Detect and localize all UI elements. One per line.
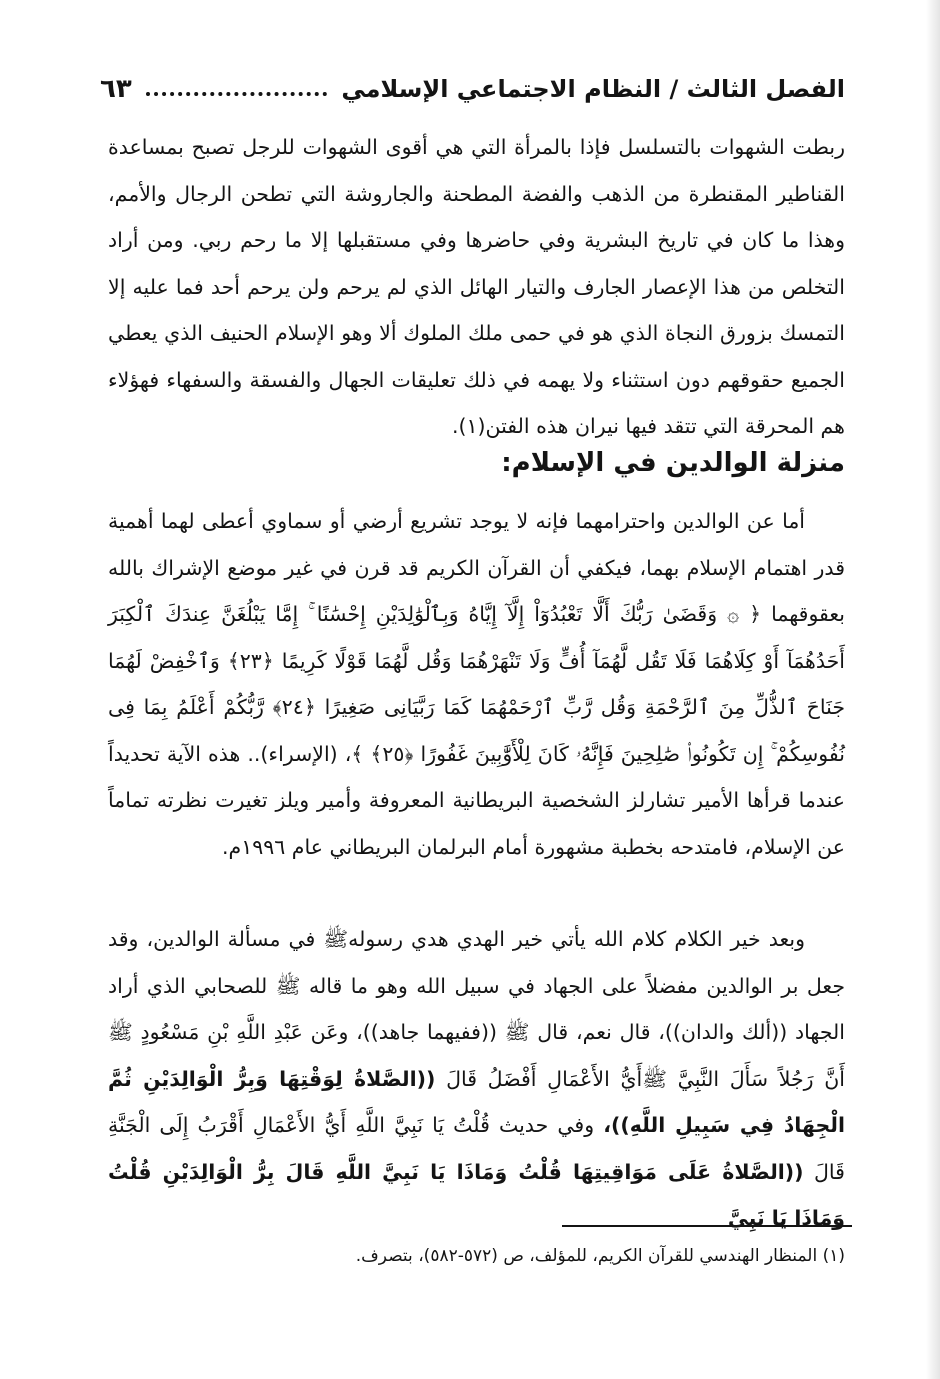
footnote-separator [562,1225,852,1227]
paragraph-1 [108,124,845,450]
hadith-quote-2: ((الصَّلاةُ عَلَى مَوَاقِيتِهَا قُلْتُ وَمَاذَا يَا نَبِيَّ اللَّهِ قَالَ بِرُّ الْوَالِدَيْنِ قُلْتُ وَمَاذَا يَا نَبِيَّ [108,1159,845,1230]
paragraph-1-text: ربطت الشهوات بالتسلسل فإذا بالمرأة التي هي أقوى الشهوات للرجل تصبح بمساعدة القناطير المقنطرة من الذهب والفضة المطحنة والجاروشة التي تطحن الرجال والأمم، وهذا ما كان في تاريخ البشرية وفي حاضرها وفي مستقبلها إلا ما رحم ربي. ومن أراد التخلص من هذا الإعصار الجارف والتيار الهائل الذي لم يرحم ولن يرحم أحد فما عليه إلا التمسك بزورق النجاة الذي هو في حمى ملك الملوك ألا وهو الإسلام الحنيف الذي يعطي الجميع حقوقهم دون استثناء ولا يهمه في ذلك تعليقات الجهال والفسقة والسفهاء فهؤلاء هم المحرقة التي تتقد فيها نيران هذه الفتن(١). [108,135,845,438]
section-heading: منزلة الوالدين في الإسلام: [501,448,845,478]
paragraph-2-rest: (الإسراء).. هذه الآية تحديداً عندما قرأها الأمير تشارلز الشخصية البريطانية المعروفة وأمير ويلز تغيرت نظرته تماماً عن الإسلام، فامتدحه بخطبة مشهورة أمام البرلمان البريطاني عام ١٩٩٦م. [108,741,845,859]
footnote: (١) المنظار الهندسي للقرآن الكريم، للمؤلف، ص (٥٧٢-٥٨٢)، بتصرف. [355,1246,845,1266]
paragraph-2 [108,498,845,870]
paragraph-3-text-1: وبعد خير الكلام كلام الله يأتي خير الهدي هدي رسولهﷺ في مسألة الوالدين، وقد جعل بر الوالدين مفضلاً على الجهاد في سبيل الله وهو ما قاله ﷺ للصحابي الذي أراد الجهاد ((ألك والدان))، قال نعم، قال ﷺ ((ففيهما جاهد))، وعَن عَبْدِ اللَّهِ بْنِ مَسْعُودٍ ﷺ أَنَّ رَجُلاً سَأَلَ النَّبِيَّ ﷺأَيُّ الأَعْمَالِ أَفْضَلُ قَالَ [108,927,845,1091]
page-number: ٦٣ [100,74,132,104]
chapter-title: الفصل الثالث / النظام الاجتماعي الإسلامي [341,75,845,103]
hadith-quote-1: ((الصَّلاةُ لِوَقْتِهَا وَبِرُّ الْوَالِدَيْنِ ثُمَّ الْجِهَادُ فِي سَبِيلِ اللَّهِ))، [108,1066,845,1137]
paragraph-2-intro: أما عن الوالدين واحترامهما فإنه لا يوجد تشريع أرضي أو سماوي أعطى لهما أهمية قدر اهتمام الإسلام بهما، فيكفي أن القرآن الكريم قد قرن في غير موضع الإشراك بالله بعقوقهما [108,509,845,626]
quran-verse: ﴿ ۞ وَقَضَىٰ رَبُّكَ أَلَّا تَعْبُدُوٓاْ إِلَّآ إِيَّاهُ وَبِٱلْوَٰلِدَيْنِ إِحْسَٰنًا ۚ إِمَّا يَبْلُغَنَّ عِندَكَ ٱلْكِبَرَ أَحَدُهُمَآ أَوْ كِلَاهُمَا فَلَا تَقُل لَّهُمَآ أُفٍّ وَلَا تَنْهَرْهُمَا وَقُل لَّهُمَا قَوْلًا كَرِيمًا ﴿٢٣﴾ وَٱخْفِضْ لَهُمَا جَنَاحَ ٱلذُّلِّ مِنَ ٱلرَّحْمَةِ وَقُل رَّبِّ ٱرْحَمْهُمَا كَمَا رَبَّيَانِى صَغِيرًا ﴿٢٤﴾ رَّبُّكُمْ أَعْلَمُ بِمَا فِى نُفُوسِكُمْ ۚ إِن تَكُونُوا۟ صَٰلِحِينَ فَإِنَّهُۥ كَانَ لِلْأَوَّٰبِينَ غَفُورًا ﴿٢٥﴾ ﴾، [108,602,845,766]
page-edge-shadow [926,0,940,1379]
leader-dots [146,82,328,96]
paragraph-3-text-2: وفي حديث قُلْتُ يَا نَبِيَّ اللَّهِ أَيُّ الأَعْمَالِ أَقْرَبُ إِلَى الْجَنَّةِ قَالَ [108,1113,845,1184]
running-header [100,64,845,114]
paragraph-3 [108,916,845,1242]
